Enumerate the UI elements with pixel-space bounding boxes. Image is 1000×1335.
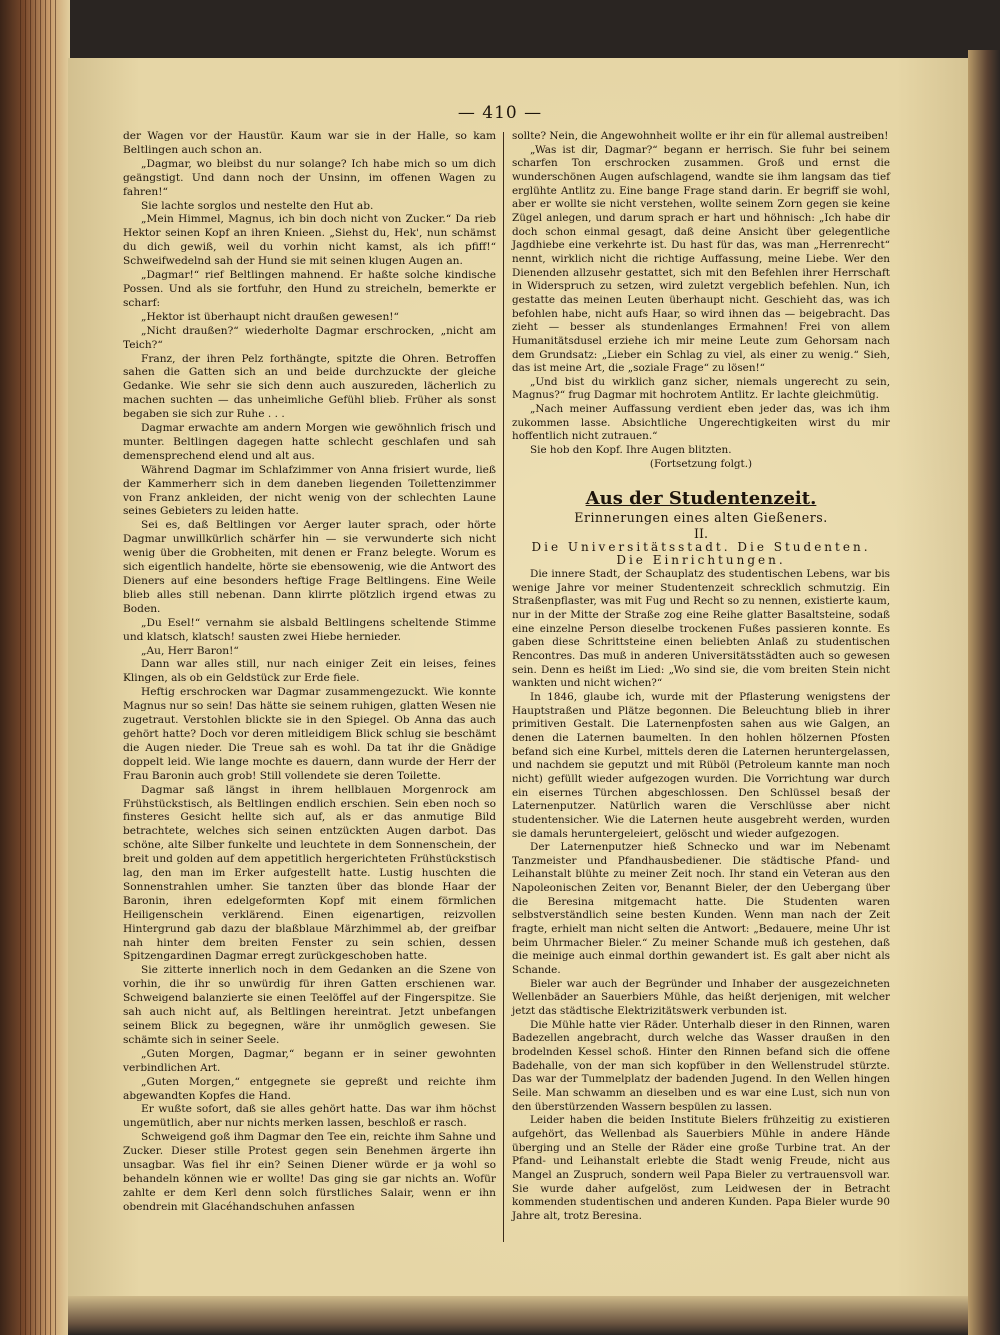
paragraph: Schweigend goß ihm Dagmar den Tee ein, reichte ihm Sahne und Zucker. Dieser stille Protest gegen sein Benehmen ärgerte ihn unsagbar. Was fiel ihr ein? Seinen Diener würde er ja wohl so behandeln können wie er wollte! Das ging sie gar nichts an. Wofür zahlte er dem Kerl denn solch fürstliches Salair, wenn er ihn obendrein mit Glacéhandschuhen anfassen [123, 1131, 496, 1213]
paragraph: Der Laternenputzer hieß Schnecko und war im Nebenamt Tanzmeister und Pfandhausbediener. Die städtische Pfand- und Leihanstalt blühte zu meiner Zeit noch. Ihr stand ein Veteran aus den Napoleonischen Zeiten vor, Benannt Bieler, der den Uebergang über die Beresina mitgemacht hatte. Die Studenten waren selbstverständlich seine besten Kunden. Wenn man nach der Zeit fragte, erhielt man nicht selten die Antwort: „Bedauere, meine Uhr ist beim Uhrmacher Bieler.“ Zu meiner Schande muß ich gestehen, daß die meinige auch einmal dorthin gewandert ist. Es galt aber nicht als Schande. [512, 841, 890, 977]
paragraph: Er wußte sofort, daß sie alles gehört hatte. Das war ihm höchst ungemütlich, aber nur nichts merken lassen, beschloß er rasch. [123, 1103, 496, 1130]
article-title: Aus der Studentenzeit. [585, 488, 817, 510]
paragraph: Dann war alles still, nur nach einiger Zeit ein leises, feines Klingen, als ob ein Geldstück zur Erde fiele. [123, 658, 496, 685]
paragraph: Die Mühle hatte vier Räder. Unterhalb dieser in den Rinnen, waren Badezellen angebracht, durch welche das Wasser draußen in den brodelnden Kessel schoß. Hinter den Rinnen befand sich die offene Badehalle, von der man sich kopfüber in den Wellenstrudel stürzte. Das war der Tummelplatz der badenden Jugend. In den Wellen hingen Seile. Man schwamm an dieselben und es war eine Lust, sich nun von den überstürzenden Wassern bespülen zu lassen. [512, 1018, 890, 1113]
paragraph: „Und bist du wirklich ganz sicher, niemals ungerecht zu sein, Magnus?“ frug Dagmar mit hochrotem Antlitz. Er lachte gleichmütig. [512, 375, 890, 402]
paragraph: „Nicht draußen?“ wiederholte Dagmar erschrocken, „nicht am Teich?“ [123, 324, 496, 351]
paragraph: sollte? Nein, die Angewohnheit wollte er ihr ein für allemal austreiben! [512, 130, 889, 142]
paragraph: Sei es, daß Beltlingen vor Aerger lauter sprach, oder hörte Dagmar unwillkürlich schärfer hin — sie verwunderte sich nicht wenig über die Grobheiten, mit denen er Franz belegte. Worum es sich eigentlich handelte, hörte sie ebensowenig, wie die Antwort des Dieners auf eine besonders heftige Frage Beltlingens. Eine Weile blieb alles still nebenan. Dann klirrte plötzlich irgend etwas zu Boden. [123, 519, 496, 615]
page-number: — 410 — [457, 103, 543, 123]
paragraph: Franz, der ihren Pelz forthängte, spitzte die Ohren. Betroffen sahen die Gatten sich an und beide durchzuckte der gleiche Gedanke. Wie sehr sie sich denn auch auszureden, lächerlich zu machen suchten — das unheimliche Gefühl blieb. Früher als sonst begaben sie sich zur Ruhe . . . [123, 352, 496, 421]
chapter-heading: Die Einrichtungen. [616, 553, 786, 568]
paragraph: „Dagmar, wo bleibst du nur solange? Ich habe mich so um dich geängstigt. Und dann noch der Unsinn, im offenen Wagen zu fahren!“ [123, 157, 496, 198]
paragraph: „Nach meiner Auffassung verdient eben jeder das, was ich ihm zukommen lasse. Absichtliche Ungerechtigkeiten wirst du mir hoffentlich nicht zutrauen.“ [512, 403, 890, 443]
right-column [512, 130, 890, 1224]
paragraph: „Guten Morgen,“ entgegnete sie gepreßt und reichte ihm abgewandten Kopfes die Hand. [123, 1075, 496, 1102]
paragraph: Dagmar erwachte am andern Morgen wie gewöhnlich frisch und munter. Beltlingen dagegen hatte schlecht geschlafen und sah demensprechend elend und alt aus. [123, 422, 496, 462]
paragraph: „Au, Herr Baron!“ [141, 644, 239, 657]
paragraph: Bieler war auch der Begründer und Inhaber der ausgezeichneten Wellenbäder an Sauerbiers Mühle, das heißt derjenigen, mit welcher jetzt das städtische Elektrizitätswerk verbunden ist. [512, 977, 890, 1018]
column-divider [503, 132, 504, 1242]
paragraph: Sie lachte sorglos und nestelte den Hut ab. [141, 199, 374, 212]
article-part: II. [694, 526, 708, 542]
paragraph: Heftig erschrocken war Dagmar zusammengezuckt. Wie konnte Magnus nur so sein! Das hätte sie seinem ruhigen, glatten Wesen nie zugetraut. Verstohlen blickte sie in den Spiegel. Ob Anna das auch gehört hatte? Doch vor deren mitleidigem Blick schlug sie beschämt die Augen nieder. Die Treue sah es wohl. Da tat ihr die Gnädige doppelt leid. Wie lange mochte es dauern, dann wurde der Herr der Frau Baronin auch grob! Still vollendete sie deren Toilette. [123, 686, 496, 782]
page-bottom-edge [68, 1296, 968, 1335]
continuation-note: (Fortsetzung folgt.) [649, 457, 753, 470]
paragraph: Sie hob den Kopf. Ihre Augen blitzten. [530, 444, 732, 457]
paragraph: Dagmar saß längst in ihrem hellblauen Morgenrock am Frühstückstisch, als Beltlingen endlich erschien. Sein eben noch so finsteres Gesicht hellte sich auf, als er das anmutige Bild betrachtete, welches sich seinen entzückten Augen darbot. Das schöne, alte Silber funkelte und leuchtete in dem Sonnenschein, der breit und golden auf dem appetitlich hergerichteten Frühstückstisch lag, den man im Erker aufgestellt hatte. Lustig huschten die Sonnenstrahlen umher. Sie tanzten über das blonde Haar der Baronin, ihren edelgeformten Kopf mit einem förmlichen Heiligenschein verklärend. Einen eigenartigen, reizvollen Hintergrund gab dazu der blaßblaue Märzhimmel ab, der greifbar nah hinter dem breiten Fenster zu sein schien, dessen Spitzengardinen Dagmar erregt zurückgeschoben hatte. [123, 783, 496, 963]
page-right-edge [968, 50, 1000, 1335]
paragraph: Leider haben die beiden Institute Bielers frühzeitig zu existieren aufgehört, das Wellenbad als Sauerbiers Mühle in andere Hände überging und an Stelle der Räder eine große Turbine trat. An der Pfand- und Leihanstalt erlebte die Stadt wenig Freude, nicht aus Mangel an Zuspruch, sondern weil Papa Bieler zu vertrauensvoll war. Sie wurde daher aufgelöst, zum Leidwesen der in Betracht kommenden studentischen und anderen Kunden. Papa Bieler wurde 90 Jahre alt, trotz Beresina. [512, 1114, 890, 1222]
paragraph: „Mein Himmel, Magnus, ich bin doch nicht von Zucker.“ Da rieb Hektor seinen Kopf an ihren Knieen. „Siehst du, Hek', nun schämst du dich gewiß, weil du vorhin nicht kamst, als ich pfiff!“ Schweifwedelnd sah der Hund sie mit seinen klugen Augen an. [123, 213, 496, 268]
chapter-heading: Die Universitätsstadt. Die Studenten. [531, 539, 871, 554]
spine-page-edges [20, 0, 60, 1335]
paragraph: In 1846, glaube ich, wurde mit der Pflasterung wenigstens der Hauptstraßen und Plätze begonnen. Die Beleuchtung blieb in ihrer primitiven Gestalt. Die Laternenpfosten sahen aus wie Galgen, an denen die Laternen baumelten. In den hohlen hölzernen Pfosten befand sich eine Kurbel, mittels deren die Laternen heruntergelassen, und nachdem sie geputzt und mit Rüböl (Petroleum kannte man noch nicht) gefüllt wieder aufgezogen wurden. Die Vorrichtung war durch ein eisernes Türchen abgeschlossen. Den Schlüssel besaß der Laternenputzer. Natürlich waren die Verschlüsse aber nicht studentensicher. Wie die Laternen heute ausgebreht werden, wurden sie damals heruntergeleiert, gelöscht und wieder aufgezogen. [512, 690, 890, 840]
paragraph: „Dagmar!“ rief Beltlingen mahnend. Er haßte solche kindische Possen. Und als sie fortfuhr, den Hund zu streicheln, bemerkte er scharf: [123, 269, 496, 309]
article-subtitle: Erinnerungen eines alten Gießeners. [574, 510, 828, 526]
paragraph: „Du Esel!“ vernahm sie alsbald Beltlingens scheltende Stimme und klatsch, klatsch! sausten zwei Hiebe hernieder. [123, 616, 496, 643]
paragraph: der Wagen vor der Haustür. Kaum war sie in der Halle, so kam Beltlingen auch schon an. [123, 130, 496, 156]
paragraph: Die innere Stadt, der Schauplatz des studentischen Lebens, war bis wenige Jahre vor meiner Studentenzeit schrecklich schmutzig. Ein Straßenpflaster, was mit Fug und Recht so zu nennen, existierte kaum, nur in der Mitte der Straße zog eine Reihe glatter Basaltsteine, sodaß eine einzelne Person dieselbe trockenen Fußes passieren konnte. Es gaben diese Schrittsteine einen beliebten Anlaß zu studentischen Rencontres. Das muß in anderen Universitätsstädten auch so gewesen sein. Denn es heißt im Lied: „Wo sind sie, die vom breiten Stein nicht wankten und nicht wichen?“ [512, 568, 890, 690]
paragraph: „Guten Morgen, Dagmar,“ begann er in seiner gewohnten verbindlichen Art. [123, 1047, 496, 1074]
paragraph: „Was ist dir, Dagmar?“ begann er herrisch. Sie fuhr bei seinem scharfen Ton erschrocken zusammen. Groß und ernst die wunderschönen Augen aufschlagend, wandte sie ihm langsam das tief erglühte Antlitz zu. Eine bange Frage stand darin. Er begriff sie wohl, aber er wollte sie nicht verstehen, wollte seinem Zorn gegen sie keine Zügel anlegen, und darum sprach er hart und höhnisch: „Ich habe dir doch schon einmal gesagt, daß deine Ansicht über gelegentliche Jagdhiebe eine verkehrte ist. Du hast für das, was man „Herrenrecht“ nennt, wirklich nicht die richtige Auffassung, meine Liebe. Wer den Dienenden allzusehr gestattet, sich mit den Befehlen ihrer Herrschaft in Widerspruch zu setzen, wird zuletzt vergeblich befehlen. Nun, ich gestatte das meinen Leuten überhaupt nicht. Geschieht das, was ich befohlen habe, nicht aufs Haar, so wird ihnen das — beigebracht. Das zieht — besser als stundenlanges Ermahnen! Frei von allem Humanitätsdusel erziehe ich mir meine Leute zum Gehorsam nach dem Grundsatz: „Lieber ein Schlag zu viel, als einer zu wenig.“ Sieh, das ist meine Art, die „soziale Frage“ zu lösen!“ [512, 143, 890, 375]
paragraph: Während Dagmar im Schlafzimmer von Anna frisiert wurde, ließ der Kammerherr sich in dem daneben liegenden Toilettenzimmer von Franz ankleiden, der nicht wenig von der schlechten Laune seines Gebieters zu leiden hatte. [123, 463, 496, 518]
paragraph: Sie zitterte innerlich noch in dem Gedanken an die Szene von vorhin, die ihr so unwürdig für ihren Gatten erschienen war. Schweigend balanzierte sie einen Teelöffel auf der Fingerspitze. Sie sah auch nicht auf, als Beltlingen hereintrat. Jetzt unbefangen seinem Blick zu begegnen, wäre ihr unmöglich gewesen. Sie schämte sich in seiner Seele. [123, 964, 496, 1046]
left-column [123, 130, 496, 1215]
paragraph: „Hektor ist überhaupt nicht draußen gewesen!“ [141, 310, 399, 323]
